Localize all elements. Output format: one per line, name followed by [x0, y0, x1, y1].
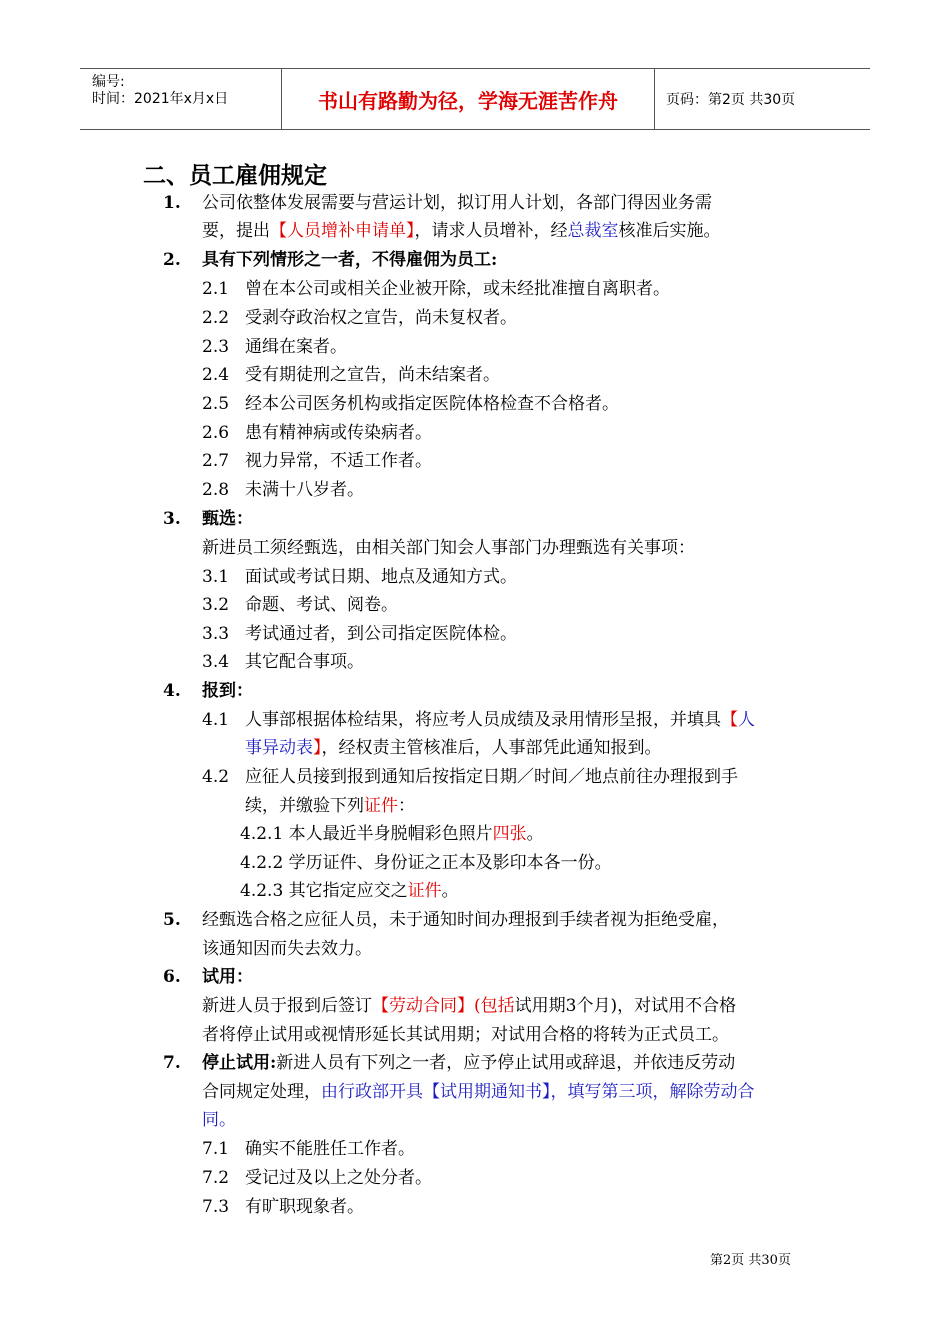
- form-ref-probation-notice: 【试用期通知书】: [423, 1082, 551, 1102]
- s4-item1-line2: 事异动表】，经权责主管核准后，人事部凭此通知报到。: [245, 738, 662, 758]
- s7-line-3: 同。: [202, 1110, 236, 1130]
- ref-president-office: 总裁室: [567, 221, 619, 241]
- s6-heading: 试用：: [202, 967, 253, 987]
- s2-item-num: 2.2: [202, 308, 230, 328]
- s4-item1-line1: 人事部根据体检结果，将应考人员成绩及录用情形呈报，并填具【人: [245, 710, 755, 730]
- s2-item-num: 2.8: [202, 480, 230, 500]
- s7-line-2: 合同规定处理，由行政部开具【试用期通知书】，填写第三项，解除劳动合: [202, 1082, 755, 1102]
- s4-item-num: 4.2: [202, 767, 230, 787]
- s2-heading: 具有下列情形之一者，不得雇佣为员工:: [202, 250, 498, 270]
- item-number-5: 5.: [163, 910, 181, 930]
- item-number-7: 7.: [163, 1053, 181, 1073]
- s6-line-1: 新进人员于报到后签订【劳动合同】(包括试用期3个月)，对试用不合格: [202, 996, 737, 1016]
- s3-item-text: 考试通过者，到公司指定医院体检。: [245, 624, 517, 644]
- s3-item-text: 面试或考试日期、地点及通知方式。: [245, 567, 517, 587]
- s3-item-num: 3.1: [202, 567, 230, 587]
- s7-item-text: 有旷职现象者。: [245, 1197, 364, 1217]
- item-number-4: 4.: [163, 681, 181, 701]
- s4-item2-line2: 续，并缴验下列证件：: [245, 796, 415, 816]
- s2-item-text: 患有精神病或传染病者。: [245, 423, 432, 443]
- s7-line-1: 停止试用:新进人员有下列之一者，应予停止试用或辞退，并依违反劳动: [202, 1053, 736, 1073]
- s2-item-num: 2.1: [202, 279, 230, 299]
- s7-item-text: 受记过及以上之处分者。: [245, 1168, 432, 1188]
- form-ref-staff-request: 【人员增补申请单】: [270, 221, 415, 241]
- item-number-2: 2.: [163, 250, 181, 270]
- form-ref-labor-contract: 【劳动合同】: [372, 996, 474, 1016]
- s3-item-text: 命题、考试、阅卷。: [245, 595, 398, 615]
- form-ref-personnel-change: 事异动表: [245, 738, 313, 758]
- s4-sub-4-2-3: 4.2.3 其它指定应交之证件。: [240, 881, 459, 901]
- s3-intro: 新进员工须经甄选，由相关部门知会人事部门办理甄选有关事项：: [202, 538, 695, 558]
- s2-item-num: 2.3: [202, 337, 230, 357]
- s3-item-num: 3.4: [202, 652, 230, 672]
- s3-heading: 甄选：: [202, 509, 253, 529]
- s7-item-num: 7.3: [202, 1197, 230, 1217]
- item-number-3: 3.: [163, 509, 181, 529]
- s2-item-text: 曾在本公司或相关企业被开除，或未经批准擅自离职者。: [245, 279, 670, 299]
- s7-item-num: 7.2: [202, 1168, 230, 1188]
- s4-item-num: 4.1: [202, 710, 230, 730]
- s2-item-num: 2.4: [202, 365, 230, 385]
- s5-line-1: 经甄选合格之应征人员，未于通知时间办理报到手续者视为拒绝受雇，: [202, 910, 729, 930]
- s4-item2-line1: 应征人员接到报到通知后按指定日期／时间／地点前往办理报到手: [245, 767, 738, 787]
- page-footer: 第2页 共30页: [710, 1253, 791, 1268]
- s4-sub-4-2-2: 4.2.2 学历证件、身份证之正本及影印本各一份。: [240, 853, 612, 873]
- item-number-6: 6.: [163, 967, 181, 987]
- s2-item-num: 2.7: [202, 451, 230, 471]
- s1-line-1: 公司依整体发展需要与营运计划，拟订用人计划，各部门得因业务需: [202, 193, 712, 213]
- s2-item-text: 受剥夺政治权之宣告，尚未复权者。: [245, 308, 517, 328]
- s4-heading: 报到：: [202, 681, 253, 701]
- s7-item-text: 确实不能胜任工作者。: [245, 1139, 415, 1159]
- section-title: 二、员工雇佣规定: [143, 162, 327, 189]
- s3-item-num: 3.2: [202, 595, 230, 615]
- header-motto: 书山有路勤为径，学海无涯苦作舟: [281, 69, 655, 129]
- code-label: 编号:: [92, 74, 125, 90]
- date-label: 时间：2021年x月x日: [92, 91, 229, 107]
- s5-line-2: 该通知因而失去效力。: [202, 939, 372, 959]
- s1-line-2: 要，提出【人员增补申请单】，请求人员增补，经总裁室核准后实施。: [202, 221, 721, 241]
- s3-item-num: 3.3: [202, 624, 230, 644]
- s6-line-2: 者将停止试用或视情形延长其试用期；对试用合格的将转为正式员工。: [202, 1025, 729, 1045]
- s2-item-text: 受有期徒刑之宣告，尚未结案者。: [245, 365, 500, 385]
- page-header: [80, 68, 870, 130]
- header-page-label: 页码：第2页 共30页: [666, 92, 796, 108]
- item-number-1: 1.: [163, 193, 181, 213]
- s2-item-text: 视力异常，不适工作者。: [245, 451, 432, 471]
- s2-item-num: 2.5: [202, 394, 230, 414]
- s2-item-text: 未满十八岁者。: [245, 480, 364, 500]
- s2-item-text: 通缉在案者。: [245, 337, 347, 357]
- s4-sub-4-2-1: 4.2.1 本人最近半身脱帽彩色照片四张。: [240, 824, 544, 844]
- s2-item-text: 经本公司医务机构或指定医院体格检查不合格者。: [245, 394, 619, 414]
- s2-item-num: 2.6: [202, 423, 230, 443]
- header-meta: [80, 69, 281, 129]
- s3-item-text: 其它配合事项。: [245, 652, 364, 672]
- s7-item-num: 7.1: [202, 1139, 230, 1159]
